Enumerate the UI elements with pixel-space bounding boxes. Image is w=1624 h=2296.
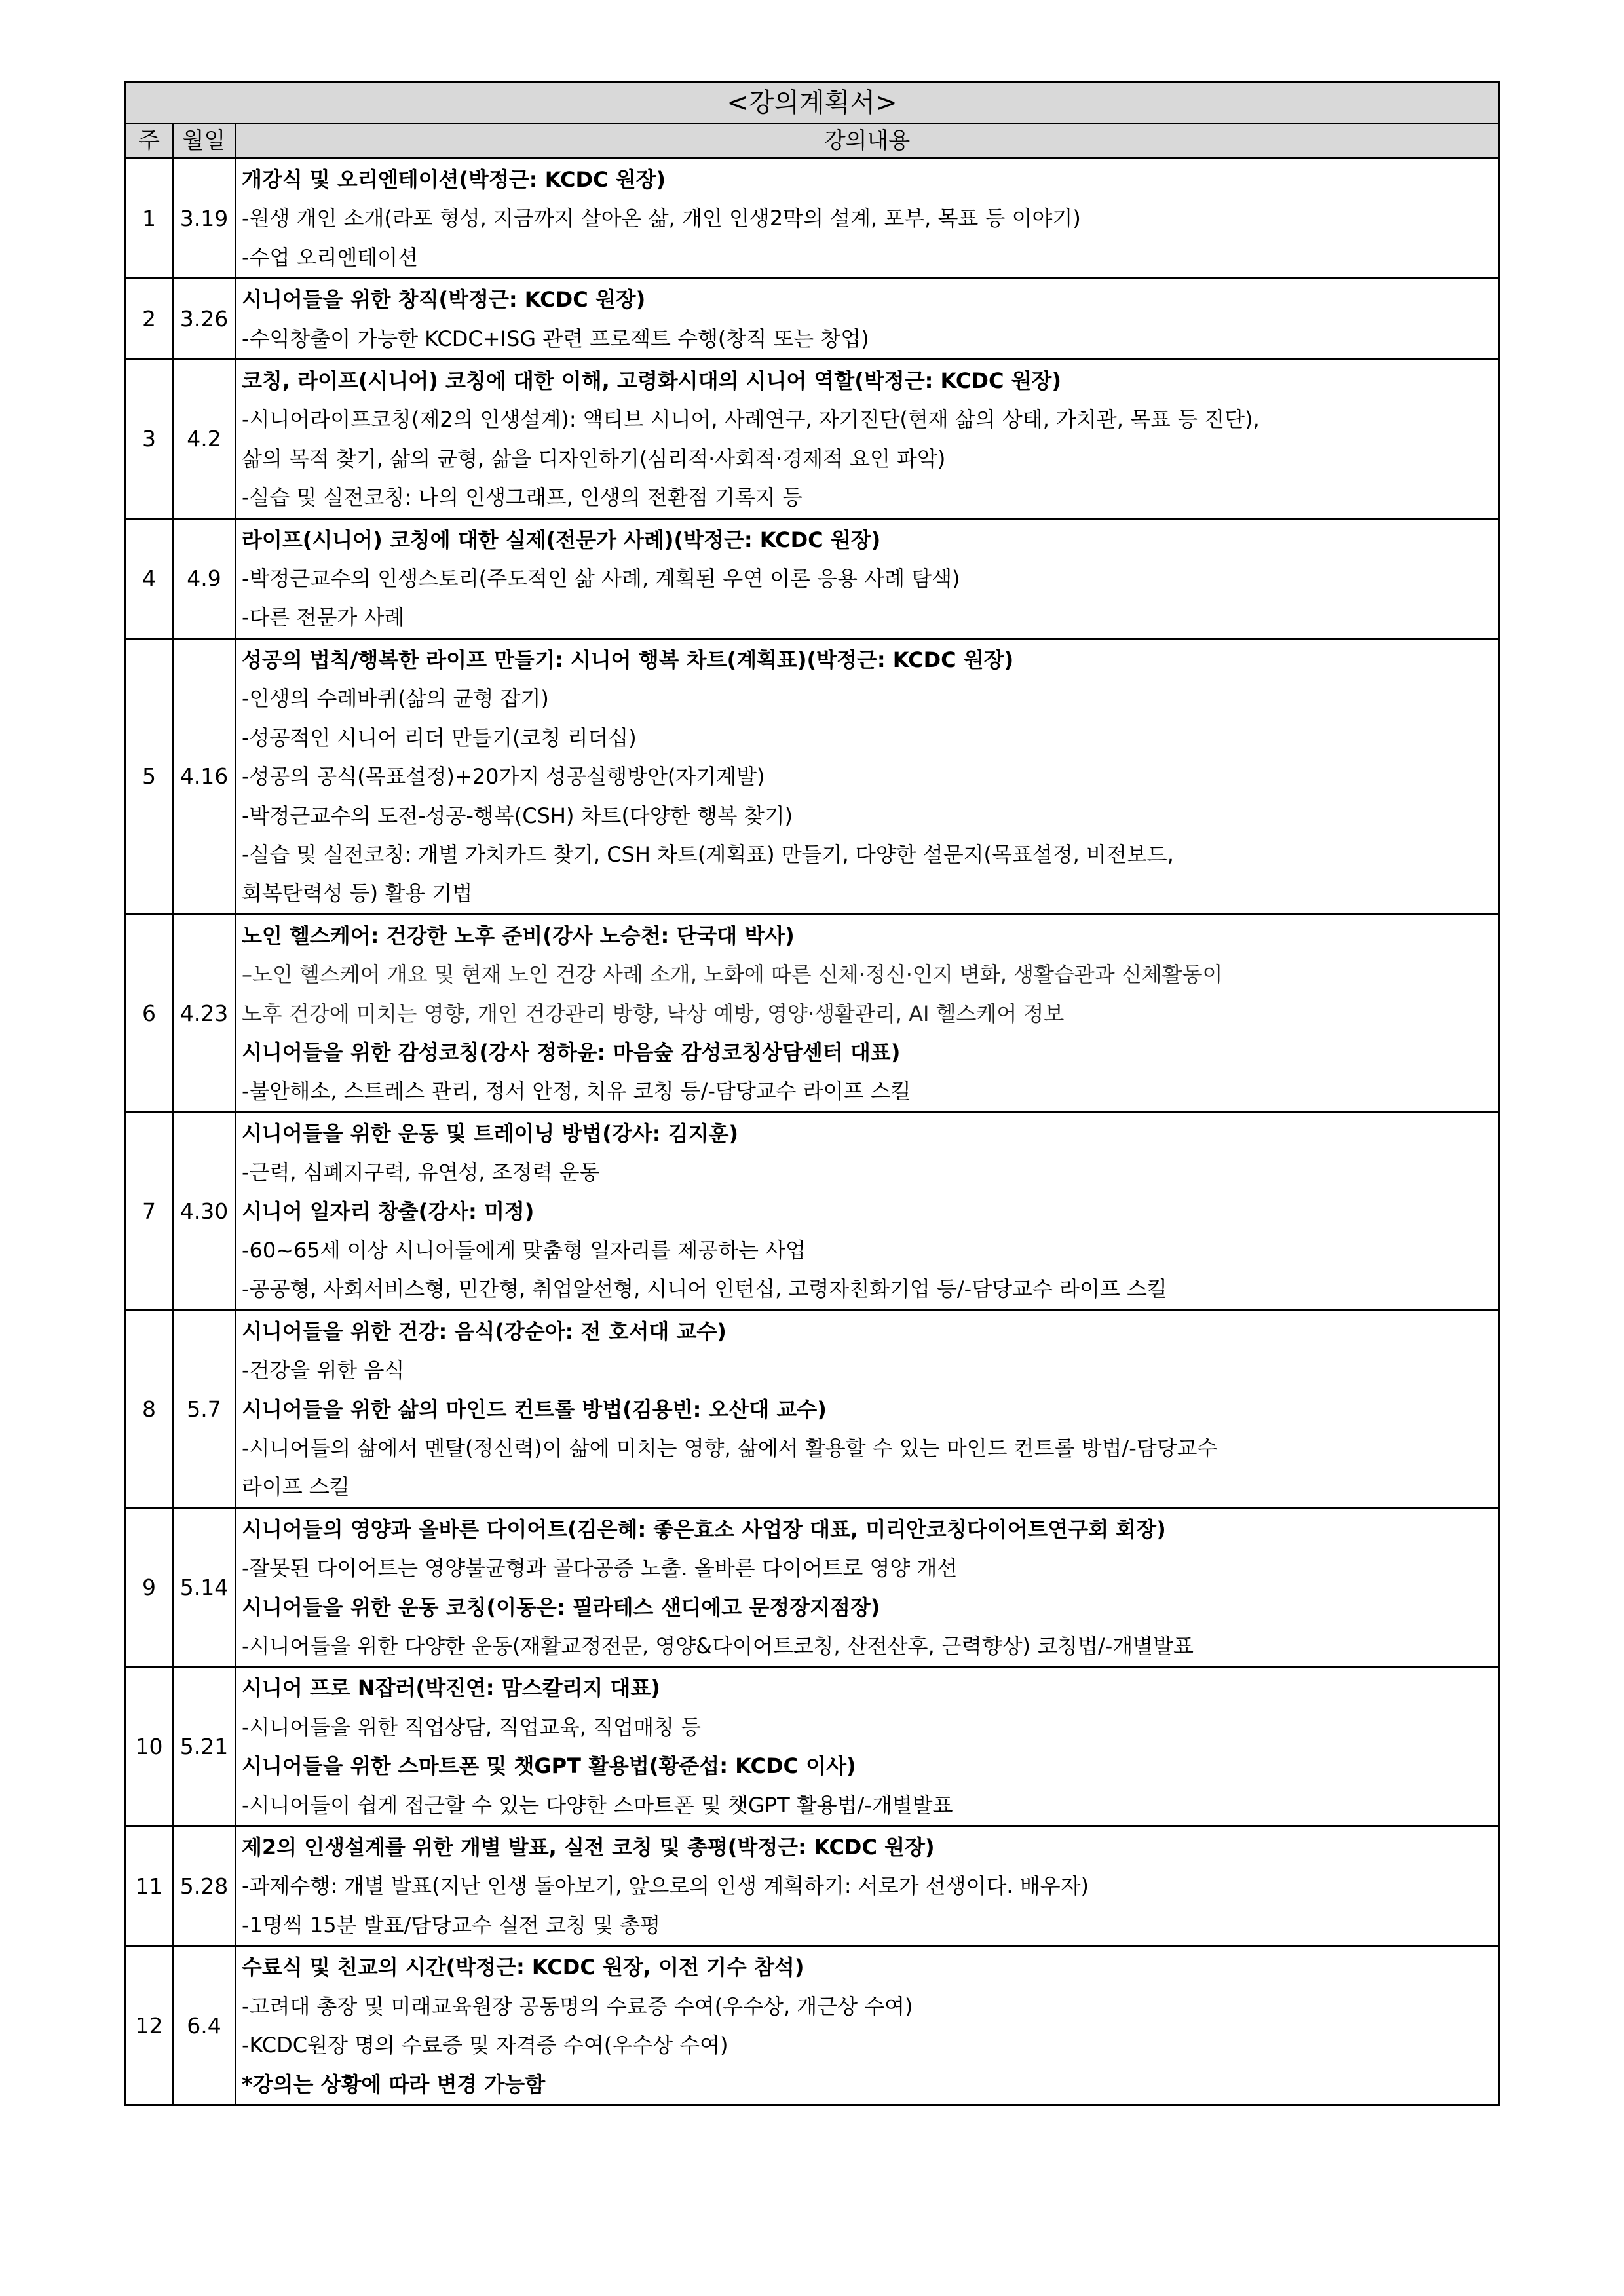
table-title: <강의계획서> bbox=[126, 83, 1499, 124]
lecture-date: 5.14 bbox=[173, 1508, 236, 1667]
lecture-detail: -시니어들의 삶에서 멘탈(정신력)이 삶에 미치는 영향, 삶에서 활용할 수 있는 마인드 컨트롤 방법/-담당교수 bbox=[242, 1436, 1218, 1461]
week-header: 주 bbox=[126, 124, 173, 159]
lecture-detail: -인생의 수레바퀴(삶의 균형 잡기) bbox=[242, 686, 549, 712]
lecture-detail: -불안해소, 스트레스 관리, 정서 안정, 치유 코칭 등/-담당교수 라이프 스킬 bbox=[242, 1079, 911, 1104]
lecture-detail: -원생 개인 소개(라포 형성, 지금까지 살아온 삶, 개인 인생2막의 설계, 포부, 목표 등 이야기) bbox=[242, 206, 1081, 231]
lecture-detail: 노후 건강에 미치는 영향, 개인 건강관리 방향, 낙상 예방, 영양·생활관리, AI 헬스케어 정보 bbox=[242, 1001, 1065, 1026]
lecture-date: 4.23 bbox=[173, 914, 236, 1112]
lecture-content bbox=[236, 518, 1499, 638]
lecture-topic: 노인 헬스케어: 건강한 노후 준비(강사 노승천: 단국대 박사) bbox=[242, 923, 795, 948]
lecture-date: 5.21 bbox=[173, 1667, 236, 1826]
lecture-topic: 시니어들을 위한 운동 코칭(이동은: 필라테스 샌디에고 문정장지점장) bbox=[242, 1594, 880, 1620]
table-row bbox=[126, 1508, 1499, 1667]
week-number: 3 bbox=[126, 360, 173, 519]
lecture-date: 5.28 bbox=[173, 1826, 236, 1946]
lecture-content bbox=[236, 278, 1499, 360]
lecture-date: 4.2 bbox=[173, 360, 236, 519]
lecture-topic: 제2의 인생설계를 위한 개별 발표, 실전 코칭 및 총평(박정근: KCDC 원장) bbox=[242, 1835, 935, 1860]
lecture-content bbox=[236, 1112, 1499, 1310]
lecture-date: 4.9 bbox=[173, 518, 236, 638]
lecture-detail: 회복탄력성 등) 활용 기법 bbox=[242, 881, 473, 906]
week-number: 7 bbox=[126, 1112, 173, 1310]
week-number: 5 bbox=[126, 638, 173, 914]
lecture-detail: –노인 헬스케어 개요 및 현재 노인 건강 사례 소개, 노화에 따른 신체·정신·인지 변화, 생활습관과 신체활동이 bbox=[242, 962, 1223, 987]
lecture-content bbox=[236, 1826, 1499, 1946]
week-number: 6 bbox=[126, 914, 173, 1112]
lecture-content bbox=[236, 1667, 1499, 1826]
table-row bbox=[126, 1667, 1499, 1826]
lecture-topic: 개강식 및 오리엔테이션(박정근: KCDC 원장) bbox=[242, 167, 666, 192]
table-row bbox=[126, 914, 1499, 1112]
lecture-detail: -건강을 위한 음식 bbox=[242, 1358, 405, 1383]
lecture-detail: -1명씩 15분 발표/담당교수 실전 코칭 및 총평 bbox=[242, 1912, 661, 1938]
week-number: 10 bbox=[126, 1667, 173, 1826]
lecture-content bbox=[236, 914, 1499, 1112]
lecture-detail: -60~65세 이상 시니어들에게 맞춤형 일자리를 제공하는 사업 bbox=[242, 1237, 806, 1263]
lecture-topic: 시니어들의 영양과 올바른 다이어트(김은혜: 좋은효소 사업장 대표, 미리안코칭다이어트연구회 회장) bbox=[242, 1516, 1166, 1542]
lecture-detail: 라이프 스킬 bbox=[242, 1474, 350, 1500]
lecture-detail: -근력, 심폐지구력, 유연성, 조정력 운동 bbox=[242, 1160, 600, 1185]
table-row bbox=[126, 1946, 1499, 2105]
lecture-detail: -성공의 공식(목표설정)+20가지 성공실행방안(자기계발) bbox=[242, 764, 765, 790]
week-number: 9 bbox=[126, 1508, 173, 1667]
lecture-content bbox=[236, 638, 1499, 914]
lecture-detail: -박정근교수의 도전-성공-행복(CSH) 차트(다양한 행복 찾기) bbox=[242, 803, 793, 828]
lecture-topic: 시니어들을 위한 운동 및 트레이닝 방법(강사: 김지훈) bbox=[242, 1120, 739, 1146]
lecture-detail: -실습 및 실전코칭: 나의 인생그래프, 인생의 전환점 기록지 등 bbox=[242, 485, 803, 510]
lecture-detail: -박정근교수의 인생스토리(주도적인 삶 사례, 계획된 우연 이론 응용 사례 탐색) bbox=[242, 566, 960, 592]
lecture-detail: -잘못된 다이어트는 영양불균형과 골다공증 노출. 올바른 다이어트로 영양 개선 bbox=[242, 1556, 958, 1581]
lecture-content bbox=[236, 1310, 1499, 1508]
lecture-topic: 시니어들을 위한 삶의 마인드 컨트롤 방법(김용빈: 오산대 교수) bbox=[242, 1396, 827, 1422]
lecture-topic: 성공의 법칙/행복한 라이프 만들기: 시니어 행복 차트(계획표)(박정근: KCDC 원장) bbox=[242, 647, 1014, 672]
lecture-topic: 시니어들을 위한 감성코칭(강사 정하윤: 마음숲 감성코칭상담센터 대표) bbox=[242, 1039, 901, 1065]
week-number: 12 bbox=[126, 1946, 173, 2105]
table-row bbox=[126, 1112, 1499, 1310]
week-number: 4 bbox=[126, 518, 173, 638]
lecture-topic: 코칭, 라이프(시니어) 코칭에 대한 이해, 고령화시대의 시니어 역할(박정근: KCDC 원장) bbox=[242, 368, 1062, 394]
lecture-date: 5.7 bbox=[173, 1310, 236, 1508]
lecture-detail: -과제수행: 개별 발표(지난 인생 돌아보기, 앞으로의 인생 계획하기: 서로가 선생이다. 배우자) bbox=[242, 1873, 1089, 1899]
lecture-detail: -공공형, 사회서비스형, 민간형, 취업알선형, 시니어 인턴십, 고령자친화기업 등/-담당교수 라이프 스킬 bbox=[242, 1276, 1167, 1302]
week-number: 11 bbox=[126, 1826, 173, 1946]
table-row bbox=[126, 638, 1499, 914]
week-number: 8 bbox=[126, 1310, 173, 1508]
lecture-date: 3.26 bbox=[173, 278, 236, 360]
lecture-content bbox=[236, 159, 1499, 278]
lecture-detail: -시니어들이 쉽게 접근할 수 있는 다양한 스마트폰 및 챗GPT 활용법/-개별발표 bbox=[242, 1792, 953, 1818]
table-row bbox=[126, 360, 1499, 519]
lecture-detail: -다른 전문가 사례 bbox=[242, 605, 405, 630]
lecture-detail: -수업 오리엔테이션 bbox=[242, 244, 419, 270]
lecture-detail: -고려대 총장 및 미래교육원장 공동명의 수료증 수여(우수상, 개근상 수여) bbox=[242, 1993, 913, 2019]
table-row bbox=[126, 1310, 1499, 1508]
week-number: 1 bbox=[126, 159, 173, 278]
lecture-detail: -시니어라이프코칭(제2의 인생설계): 액티브 시니어, 사례연구, 자기진단(현재 삶의 상태, 가치관, 목표 등 진단), bbox=[242, 407, 1260, 432]
lecture-date: 4.16 bbox=[173, 638, 236, 914]
lecture-topic: 시니어들을 위한 건강: 음식(강순아: 전 호서대 교수) bbox=[242, 1318, 727, 1344]
lecture-content bbox=[236, 360, 1499, 519]
lecture-content bbox=[236, 1946, 1499, 2105]
lecture-detail: -수익창출이 가능한 KCDC+ISG 관련 프로젝트 수행(창직 또는 창업) bbox=[242, 326, 869, 351]
table-row bbox=[126, 1826, 1499, 1946]
lecture-topic: 시니어 일자리 창출(강사: 미정) bbox=[242, 1198, 535, 1224]
lecture-topic: *강의는 상황에 따라 변경 가능함 bbox=[242, 2071, 546, 2097]
lecture-topic: 시니어들을 위한 창직(박정근: KCDC 원장) bbox=[242, 287, 646, 313]
lecture-topic: 수료식 및 친교의 시간(박정근: KCDC 원장, 이전 기수 참석) bbox=[242, 1955, 804, 1980]
lecture-content bbox=[236, 1508, 1499, 1667]
lecture-date: 4.30 bbox=[173, 1112, 236, 1310]
lecture-detail: -시니어들을 위한 다양한 운동(재활교정전문, 영양&다이어트코칭, 산전산후, 근력향상) 코칭법/-개별발표 bbox=[242, 1634, 1194, 1659]
lecture-date: 3.19 bbox=[173, 159, 236, 278]
lecture-detail: -시니어들을 위한 직업상담, 직업교육, 직업매칭 등 bbox=[242, 1714, 701, 1740]
lecture-date: 6.4 bbox=[173, 1946, 236, 2105]
table-row bbox=[126, 278, 1499, 360]
lecture-detail: -KCDC원장 명의 수료증 및 자격증 수여(우수상 수여) bbox=[242, 2033, 728, 2058]
lecture-topic: 시니어들을 위한 스마트폰 및 챗GPT 활용법(황준섭: KCDC 이사) bbox=[242, 1753, 856, 1779]
lecture-topic: 라이프(시니어) 코칭에 대한 실제(전문가 사례)(박정근: KCDC 원장) bbox=[242, 527, 881, 552]
table-row bbox=[126, 518, 1499, 638]
lecture-detail: 삶의 목적 찾기, 삶의 균형, 삶을 디자인하기(심리적·사회적·경제적 요인 파악) bbox=[242, 446, 946, 471]
lecture-detail: -실습 및 실전코칭: 개별 가치카드 찾기, CSH 차트(계획표) 만들기, 다양한 설문지(목표설정, 비전보드, bbox=[242, 841, 1174, 867]
content-header: 강의내용 bbox=[236, 124, 1499, 159]
table-row bbox=[126, 159, 1499, 278]
lecture-topic: 시니어 프로 N잡러(박진연: 맘스칼리지 대표) bbox=[242, 1675, 660, 1701]
lecture-detail: -성공적인 시니어 리더 만들기(코칭 리더십) bbox=[242, 725, 637, 750]
lecture-plan-table bbox=[124, 81, 1500, 2106]
date-header: 월일 bbox=[173, 124, 236, 159]
week-number: 2 bbox=[126, 278, 173, 360]
